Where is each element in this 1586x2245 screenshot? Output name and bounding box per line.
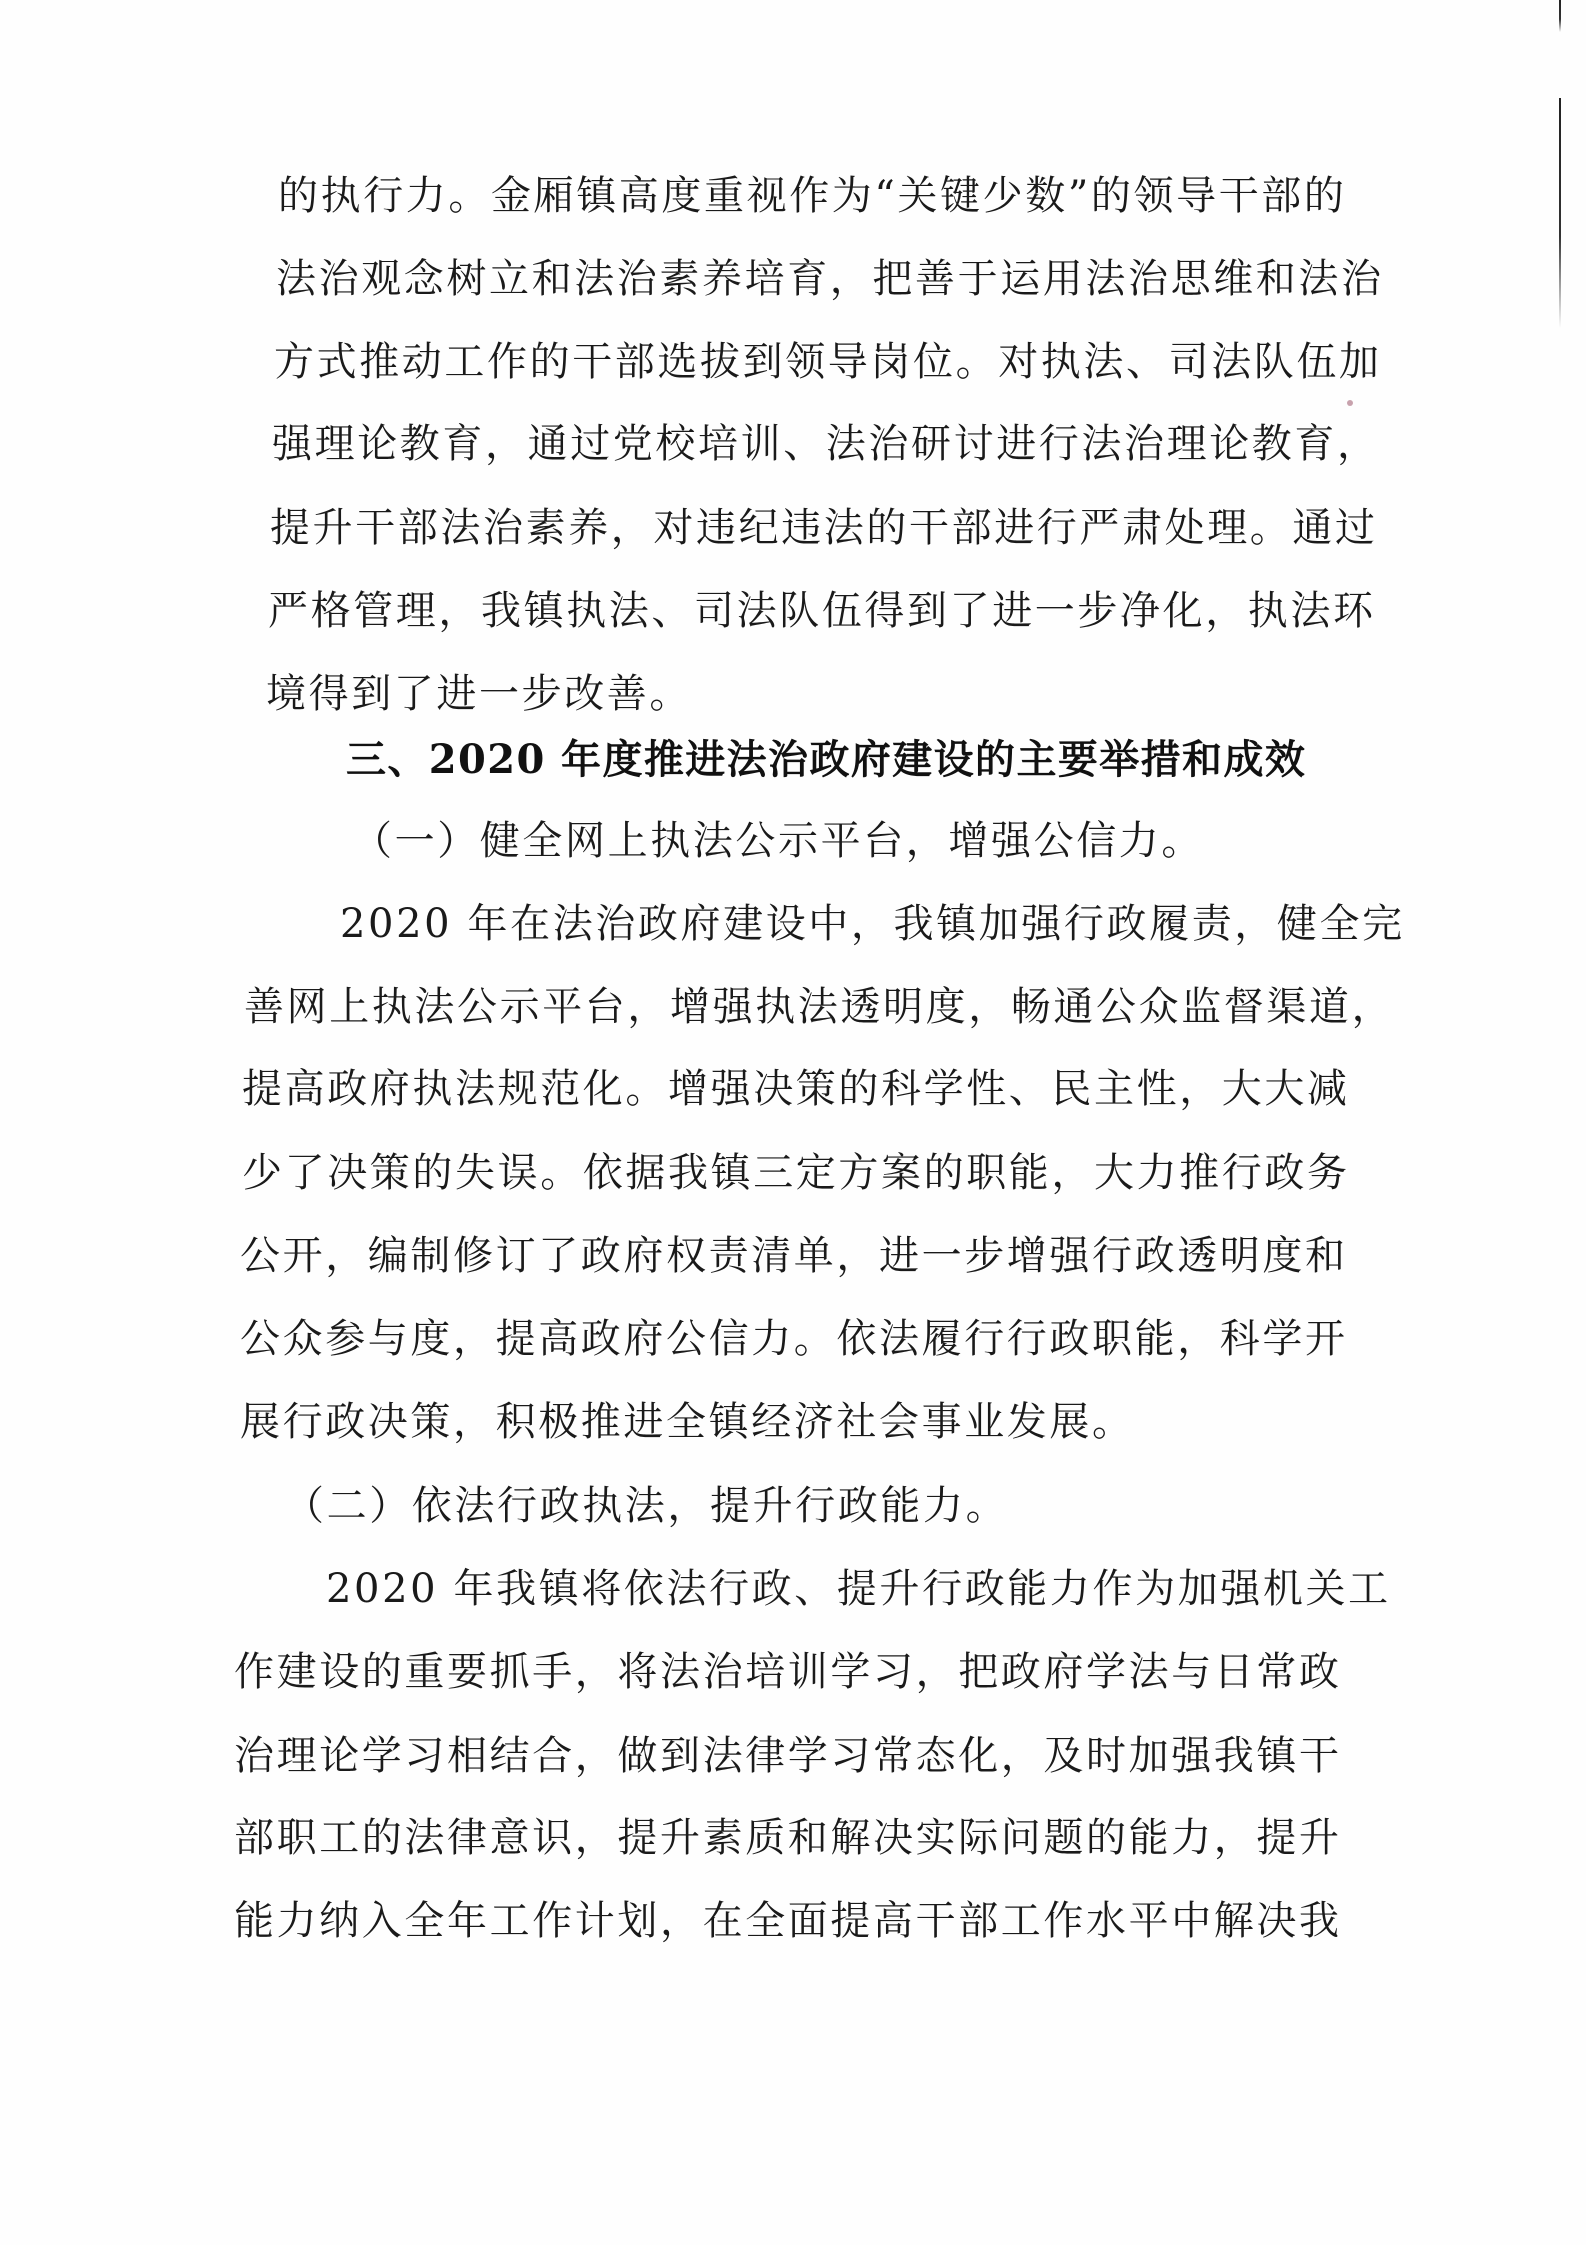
- text-line: 的执行力。金厢镇高度重视作为“关键少数”的领导干部的: [278, 173, 1347, 219]
- text-line: 少了决策的失误。依据我镇三定方案的职能，大力推行政务: [242, 1150, 1350, 1196]
- text-line: 境得到了进一步改善。: [266, 671, 692, 717]
- text-line: 能力纳入全年工作计划，在全面提高干部工作水平中解决我: [234, 1898, 1342, 1944]
- text-line: 治理论学习相结合，做到法律学习常态化，及时加强我镇干: [234, 1733, 1342, 1779]
- scan-edge-line: [1559, 98, 1561, 328]
- text-line: 善网上执法公示平台，增强执法透明度，畅通公众监督渠道，: [244, 984, 1395, 1030]
- text-line: 方式推动工作的干部选拔到领导岗位。对执法、司法队伍加: [274, 339, 1382, 385]
- text-line: 提高政府执法规范化。增强决策的科学性、民主性，大大减: [242, 1066, 1350, 1112]
- text-line: 公众参与度，提高政府公信力。依法履行行政职能，科学开: [240, 1316, 1348, 1362]
- text-line: 公开，编制修订了政府权责清单，进一步增强行政透明度和: [240, 1233, 1348, 1279]
- text-line: 部职工的法律意识，提升素质和解决实际问题的能力，提升: [234, 1815, 1342, 1861]
- subsection-title: （二）依法行政执法，提升行政能力。: [284, 1483, 1009, 1529]
- scan-edge-line: [1559, 0, 1561, 32]
- text-line: 展行政决策，积极推进全镇经济社会事业发展。: [240, 1399, 1135, 1445]
- text-line: 提升干部法治素养，对违纪违法的干部进行严肃处理。通过: [270, 505, 1378, 551]
- text-line: 2020 年我镇将依法行政、提升行政能力作为加强机关工: [326, 1566, 1391, 1612]
- text-line: 作建设的重要抓手，将法治培训学习，把政府学法与日常政: [234, 1649, 1342, 1695]
- text-line: 法治观念树立和法治素养培育，把善于运用法治思维和法治: [276, 256, 1384, 302]
- subsection-title: （一）健全网上执法公示平台，增强公信力。: [352, 818, 1204, 864]
- section-heading: 三、2020 年度推进法治政府建设的主要举措和成效: [346, 736, 1307, 783]
- ink-speck: [1347, 400, 1353, 406]
- text-line: 严格管理，我镇执法、司法队伍得到了进一步净化，执法环: [268, 588, 1376, 634]
- text-line: 2020 年在法治政府建设中，我镇加强行政履责，健全完: [340, 901, 1405, 947]
- text-line: 强理论教育，通过党校培训、法治研讨进行法治理论教育，: [272, 421, 1380, 467]
